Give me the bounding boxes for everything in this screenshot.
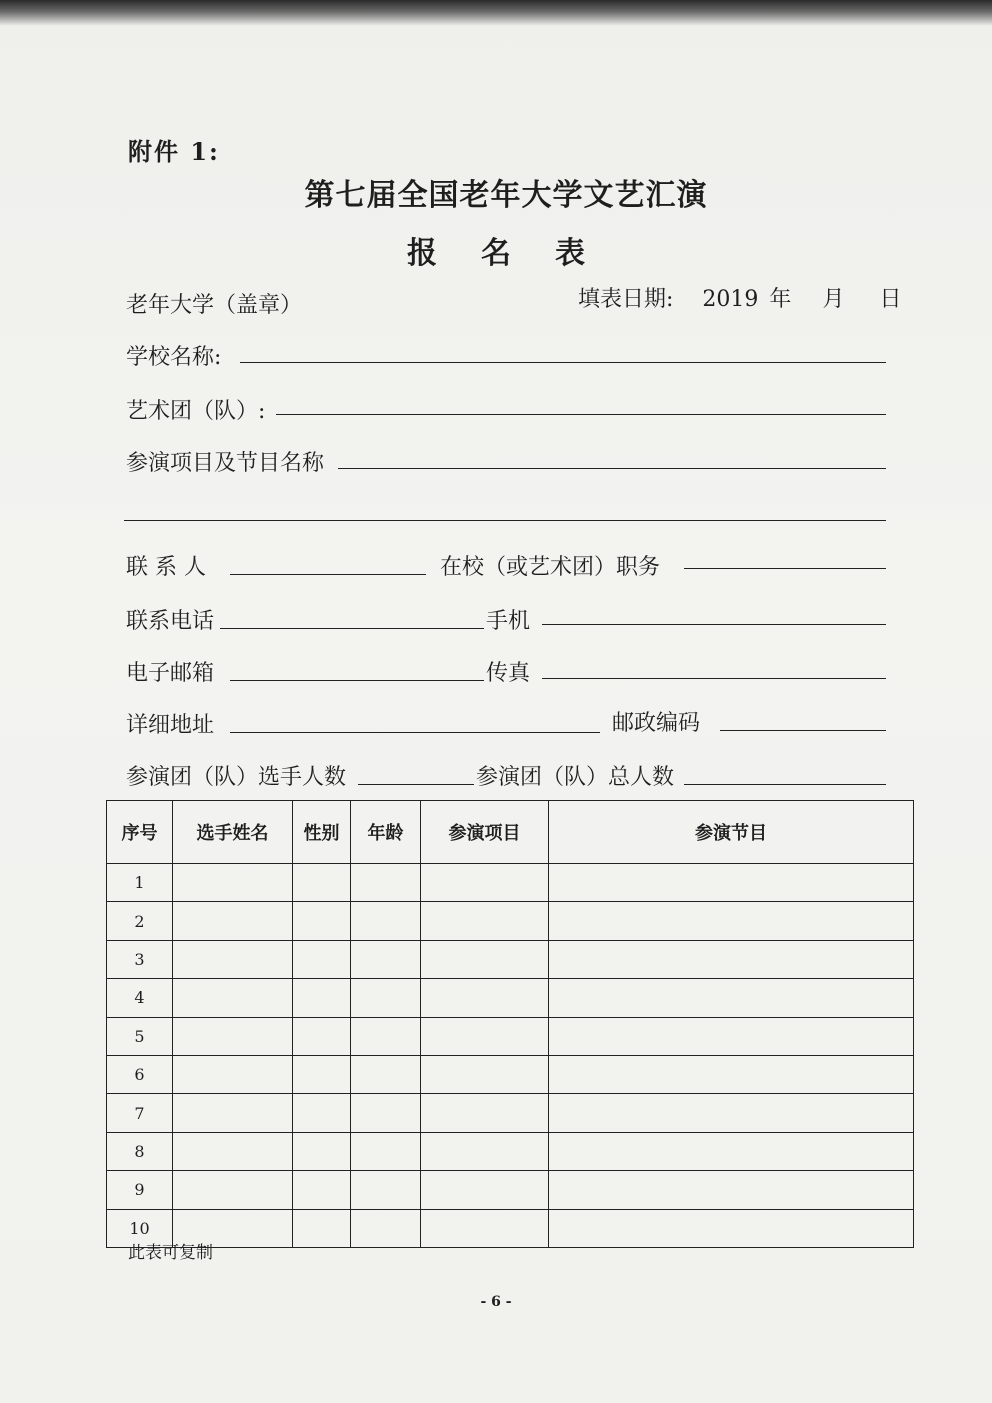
table-row	[107, 902, 914, 940]
email-label: 电子邮箱	[126, 661, 215, 686]
table-row	[107, 1094, 914, 1132]
header-category: 参演项目	[421, 801, 549, 864]
cell-category[interactable]	[421, 902, 549, 940]
header-gender: 性别	[293, 801, 351, 864]
cell-age[interactable]	[351, 1171, 421, 1209]
row-index: 8	[107, 1132, 173, 1170]
cell-category[interactable]	[421, 1017, 549, 1055]
cell-category[interactable]	[421, 1055, 549, 1093]
cell-name[interactable]	[173, 1017, 293, 1055]
row-index: 7	[107, 1094, 173, 1132]
row-index: 9	[107, 1171, 173, 1209]
position-label: 在校（或艺术团）职务	[440, 555, 661, 580]
cell-program[interactable]	[549, 1094, 914, 1132]
cell-gender[interactable]	[293, 1209, 351, 1247]
fax-label: 传真	[486, 661, 531, 686]
table-row	[107, 979, 914, 1017]
attachment-label: 附件 1:	[128, 137, 220, 166]
row-index: 6	[107, 1055, 173, 1093]
cell-age[interactable]	[351, 1094, 421, 1132]
document-subtitle: 报名表	[407, 236, 629, 271]
postcode-label: 邮政编码	[612, 711, 701, 736]
cell-category[interactable]	[421, 1094, 549, 1132]
fax-line[interactable]	[542, 678, 886, 679]
email-line[interactable]	[230, 680, 484, 681]
table-header-row	[107, 801, 914, 864]
cell-gender[interactable]	[293, 940, 351, 978]
cell-name[interactable]	[173, 940, 293, 978]
table-row	[107, 940, 914, 978]
date-month-unit: 月	[822, 287, 845, 312]
row-index: 2	[107, 902, 173, 940]
phone-label: 联系电话	[126, 609, 215, 634]
cell-gender[interactable]	[293, 1055, 351, 1093]
scan-shadow	[0, 0, 992, 26]
cell-gender[interactable]	[293, 1171, 351, 1209]
cell-age[interactable]	[351, 979, 421, 1017]
date-year-unit: 年	[769, 287, 792, 312]
cell-gender[interactable]	[293, 1094, 351, 1132]
program-line-2[interactable]	[124, 520, 886, 521]
player-count-line[interactable]	[358, 784, 474, 785]
mobile-line[interactable]	[542, 624, 886, 625]
header-index: 序号	[107, 801, 173, 864]
cell-program[interactable]	[549, 1055, 914, 1093]
cell-name[interactable]	[173, 1171, 293, 1209]
page-number: - 6 -	[480, 1294, 512, 1310]
cell-program[interactable]	[549, 1209, 914, 1247]
row-index: 4	[107, 979, 173, 1017]
position-line[interactable]	[684, 568, 886, 569]
cell-category[interactable]	[421, 940, 549, 978]
cell-program[interactable]	[549, 940, 914, 978]
contact-person-label: 联 系 人	[126, 555, 206, 580]
university-stamp-label: 老年大学（盖章）	[126, 293, 303, 318]
cell-category[interactable]	[421, 979, 549, 1017]
cell-age[interactable]	[351, 1132, 421, 1170]
table-row	[107, 864, 914, 902]
header-player-name: 选手姓名	[173, 801, 293, 864]
player-count-label: 参演团（队）选手人数	[126, 765, 347, 790]
cell-gender[interactable]	[293, 1132, 351, 1170]
address-label: 详细地址	[126, 713, 215, 738]
cell-program[interactable]	[549, 864, 914, 902]
cell-gender[interactable]	[293, 979, 351, 1017]
cell-age[interactable]	[351, 1055, 421, 1093]
program-label: 参演项目及节目名称	[126, 451, 325, 476]
cell-name[interactable]	[173, 864, 293, 902]
cell-program[interactable]	[549, 1132, 914, 1170]
date-year: 2019	[702, 287, 759, 312]
header-program: 参演节目	[549, 801, 914, 864]
row-index: 3	[107, 940, 173, 978]
fill-date	[578, 282, 901, 313]
cell-program[interactable]	[549, 1017, 914, 1055]
date-day-unit: 日	[879, 287, 902, 312]
copy-note: 此表可复制	[128, 1243, 213, 1263]
document-title	[0, 170, 992, 214]
row-index: 5	[107, 1017, 173, 1055]
mobile-label: 手机	[486, 609, 531, 634]
address-line[interactable]	[230, 732, 600, 733]
program-line-1[interactable]	[338, 468, 886, 469]
cell-name[interactable]	[173, 1094, 293, 1132]
cell-name[interactable]	[173, 902, 293, 940]
cell-program[interactable]	[549, 979, 914, 1017]
header-age: 年龄	[351, 801, 421, 864]
title-edition: 七	[335, 178, 367, 213]
postcode-line[interactable]	[720, 730, 886, 731]
table-row	[107, 1209, 914, 1247]
cell-name[interactable]	[173, 1132, 293, 1170]
cell-category[interactable]	[421, 1209, 549, 1247]
cell-gender[interactable]	[293, 864, 351, 902]
title-suffix: 届全国老年大学文艺汇演	[366, 178, 708, 213]
row-index: 1	[107, 864, 173, 902]
participants-table	[106, 800, 914, 1248]
table-row	[107, 1055, 914, 1093]
date-label: 填表日期:	[578, 287, 674, 312]
cell-age[interactable]	[351, 902, 421, 940]
table-row	[107, 1132, 914, 1170]
table-row	[107, 1171, 914, 1209]
cell-category[interactable]	[421, 864, 549, 902]
row-index: 10	[107, 1209, 173, 1247]
cell-program[interactable]	[549, 1171, 914, 1209]
phone-line[interactable]	[220, 628, 484, 629]
school-name-line[interactable]	[240, 362, 886, 363]
cell-age[interactable]	[351, 1017, 421, 1055]
cell-gender[interactable]	[293, 902, 351, 940]
cell-age[interactable]	[351, 1209, 421, 1247]
table-row	[107, 1017, 914, 1055]
school-name-label: 学校名称:	[126, 345, 222, 370]
cell-gender[interactable]	[293, 1017, 351, 1055]
contact-person-line[interactable]	[230, 574, 426, 575]
total-count-label: 参演团（队）总人数	[476, 765, 675, 790]
cell-name[interactable]	[173, 1055, 293, 1093]
art-troupe-line[interactable]	[276, 414, 886, 415]
total-count-line[interactable]	[684, 784, 886, 785]
cell-name[interactable]	[173, 979, 293, 1017]
title-prefix: 第	[304, 178, 336, 213]
cell-age[interactable]	[351, 940, 421, 978]
cell-age[interactable]	[351, 864, 421, 902]
cell-category[interactable]	[421, 1132, 549, 1170]
art-troupe-label: 艺术团（队）:	[126, 399, 266, 424]
cell-category[interactable]	[421, 1171, 549, 1209]
cell-program[interactable]	[549, 902, 914, 940]
